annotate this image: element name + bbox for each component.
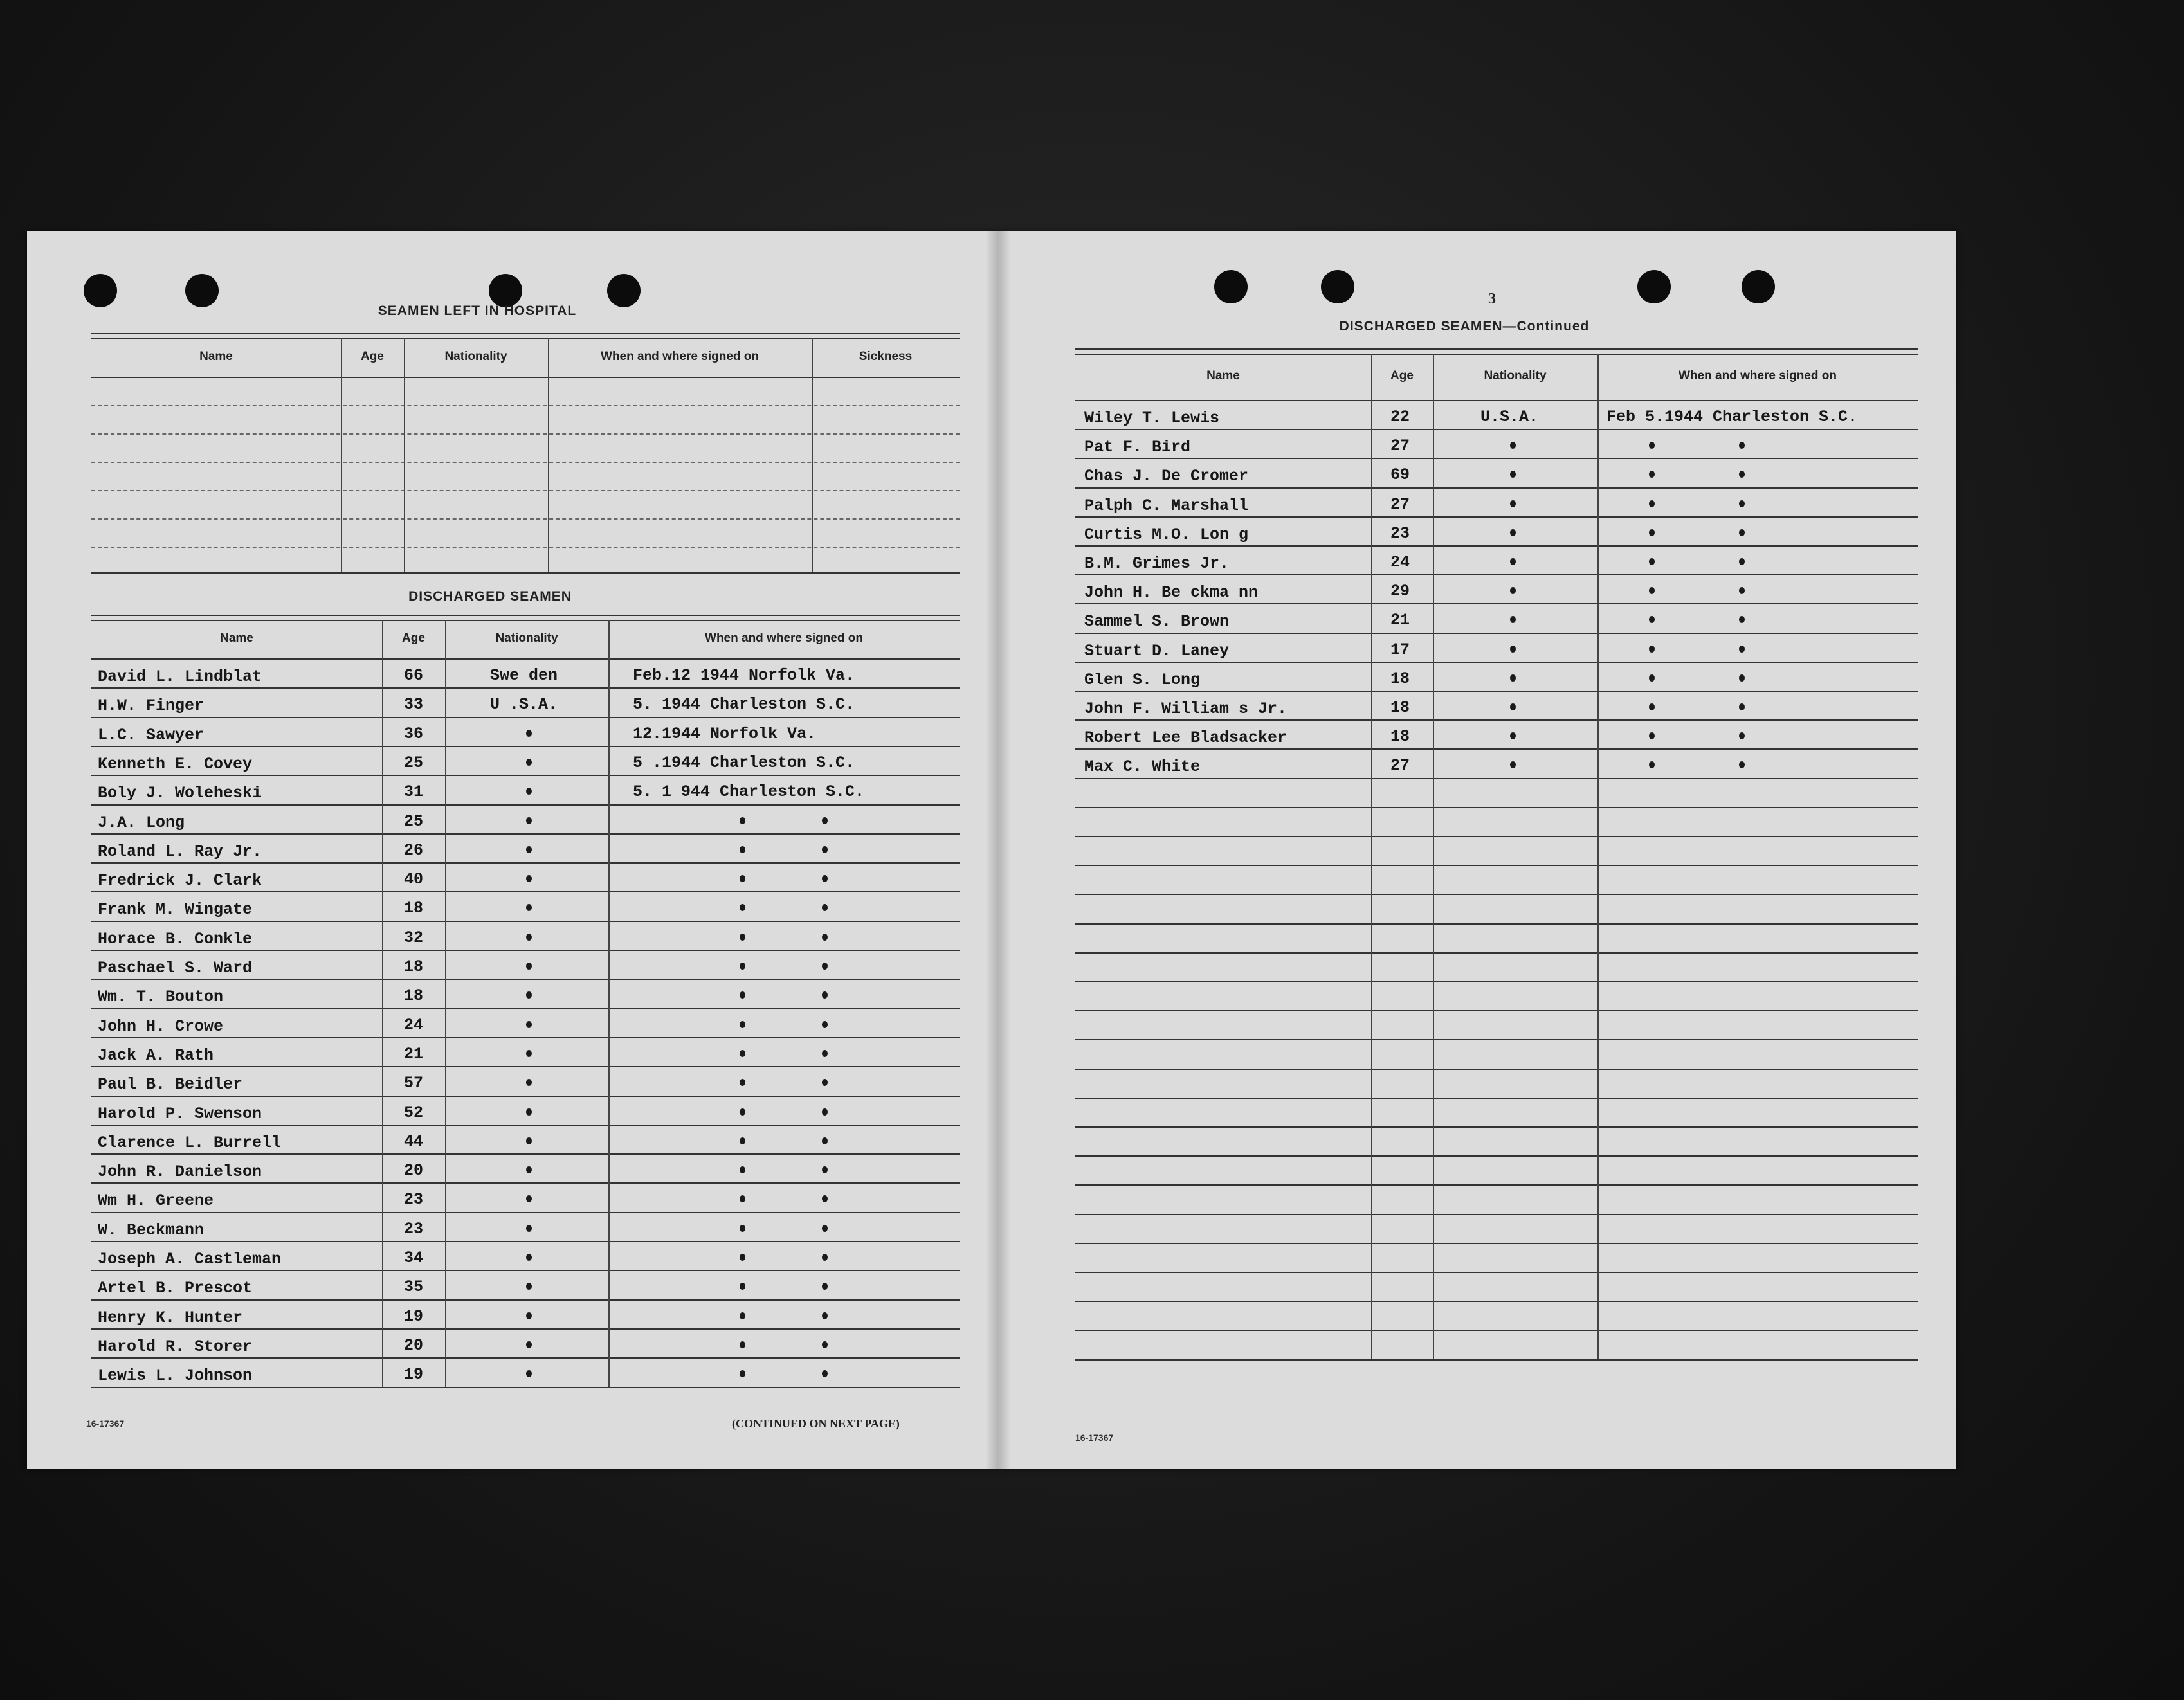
ditto-mark bbox=[1739, 674, 1745, 682]
rule bbox=[1075, 487, 1918, 489]
seaman-age: 18 bbox=[404, 957, 424, 976]
seaman-age: 52 bbox=[404, 1103, 424, 1122]
seaman-age: 34 bbox=[404, 1249, 424, 1267]
seaman-name: Wm. T. Bouton bbox=[98, 988, 224, 1007]
seaman-name: B.M. Grimes Jr. bbox=[1084, 554, 1230, 573]
rule bbox=[91, 1125, 960, 1126]
rule bbox=[91, 547, 960, 548]
ditto-mark bbox=[1649, 471, 1655, 478]
rule bbox=[1075, 633, 1918, 634]
seaman-age: 18 bbox=[1390, 727, 1410, 746]
seaman-age: 20 bbox=[404, 1335, 424, 1355]
ditto-mark bbox=[1739, 471, 1745, 478]
rule bbox=[91, 862, 960, 864]
seaman-name: Kenneth E. Covey bbox=[98, 754, 253, 773]
discharged-section-title: DISCHARGED SEAMEN bbox=[408, 589, 572, 604]
rule bbox=[1075, 603, 1918, 604]
seaman-name: Fredrick J. Clark bbox=[98, 871, 262, 891]
ditto-mark bbox=[526, 1195, 532, 1202]
ditto-mark bbox=[822, 1166, 828, 1173]
ditto-mark bbox=[740, 1341, 745, 1348]
seaman-age: 36 bbox=[404, 724, 424, 743]
seaman-name: Lewis L. Johnson bbox=[98, 1366, 253, 1386]
seaman-age: 31 bbox=[404, 782, 424, 802]
ditto-mark bbox=[1510, 703, 1516, 710]
ditto-mark bbox=[526, 904, 532, 911]
ditto-mark bbox=[1510, 646, 1516, 653]
ditto-mark bbox=[526, 759, 532, 766]
rule bbox=[1075, 1243, 1918, 1244]
column-rule bbox=[445, 620, 446, 1387]
ditto-mark bbox=[526, 730, 532, 737]
ditto-mark bbox=[1510, 732, 1516, 739]
ditto-mark bbox=[822, 1254, 828, 1261]
rule bbox=[91, 921, 960, 922]
ditto-mark bbox=[526, 1283, 532, 1290]
seaman-name: Harold P. Swenson bbox=[98, 1104, 262, 1123]
column-rule bbox=[1433, 354, 1434, 1359]
hospital-section-title: SEAMEN LEFT IN HOSPITAL bbox=[378, 303, 577, 318]
ditto-mark bbox=[526, 846, 532, 853]
column-rule bbox=[608, 620, 610, 1387]
rule bbox=[91, 1270, 960, 1271]
ditto-mark bbox=[740, 904, 745, 911]
rule bbox=[1075, 1301, 1918, 1302]
rule bbox=[91, 462, 960, 463]
rule bbox=[91, 490, 960, 491]
ditto-mark bbox=[526, 1254, 532, 1261]
rule bbox=[91, 1066, 960, 1067]
ditto-mark bbox=[740, 817, 745, 824]
rule bbox=[91, 1008, 960, 1009]
ditto-mark bbox=[822, 1283, 828, 1290]
column-rule bbox=[341, 338, 342, 572]
seaman-name: John H. Crowe bbox=[98, 1017, 224, 1036]
seaman-age: 69 bbox=[1390, 466, 1410, 485]
hospital-header-1: Age bbox=[361, 350, 384, 363]
rule bbox=[91, 1328, 960, 1330]
column-rule bbox=[812, 338, 813, 572]
rule bbox=[91, 746, 960, 747]
continued-note: (CONTINUED ON NEXT PAGE) bbox=[732, 1417, 900, 1430]
seaman-age: 33 bbox=[404, 695, 424, 714]
seaman-name: John H. Be ckma nn bbox=[1084, 583, 1259, 602]
seaman-name: Roland L. Ray Jr. bbox=[98, 842, 262, 861]
seaman-age: 24 bbox=[1390, 553, 1410, 572]
rule bbox=[91, 1241, 960, 1242]
ditto-mark bbox=[740, 1166, 745, 1173]
form-number-right: 16-17367 bbox=[1075, 1433, 1114, 1443]
seaman-age: 25 bbox=[404, 753, 424, 772]
ditto-mark bbox=[740, 1021, 745, 1028]
ditto-mark bbox=[1649, 500, 1655, 507]
ditto-mark bbox=[1510, 616, 1516, 623]
rule bbox=[91, 377, 960, 378]
seaman-signed-on: Feb 5.1944 Charleston S.C. bbox=[1606, 408, 1858, 426]
ditto-mark bbox=[822, 904, 828, 911]
seaman-age: 66 bbox=[404, 666, 424, 685]
rule bbox=[1075, 1359, 1918, 1361]
seaman-name: Wm H. Greene bbox=[98, 1191, 214, 1211]
seaman-name: Paul B. Beidler bbox=[98, 1075, 243, 1094]
rule bbox=[91, 717, 960, 718]
rule bbox=[91, 405, 960, 406]
discharged-header-1: Age bbox=[402, 631, 425, 645]
ditto-mark bbox=[1739, 500, 1745, 507]
seaman-signed-on: 5. 1944 Charleston S.C. bbox=[633, 695, 855, 714]
rule bbox=[1075, 1214, 1918, 1215]
ditto-mark bbox=[1510, 761, 1516, 768]
discharged-header-3: When and where signed on bbox=[705, 631, 863, 645]
ditto-mark bbox=[822, 1137, 828, 1144]
ditto-mark bbox=[526, 1370, 532, 1377]
column-rule bbox=[1371, 354, 1372, 1359]
seaman-age: 35 bbox=[404, 1278, 424, 1297]
seaman-age: 21 bbox=[404, 1044, 424, 1063]
rule bbox=[91, 1037, 960, 1038]
ditto-mark bbox=[822, 1225, 828, 1232]
rule bbox=[91, 1357, 960, 1359]
ditto-mark bbox=[740, 1050, 745, 1057]
seaman-age: 27 bbox=[1390, 494, 1410, 514]
rule bbox=[1075, 545, 1918, 547]
seaman-name: Stuart D. Laney bbox=[1084, 641, 1230, 660]
seaman-age: 44 bbox=[404, 1132, 424, 1151]
rule bbox=[91, 1299, 960, 1301]
seaman-name: Boly J. Woleheski bbox=[98, 784, 262, 803]
seaman-age: 24 bbox=[404, 1015, 424, 1035]
rule bbox=[1075, 662, 1918, 663]
ditto-mark bbox=[822, 1312, 828, 1319]
seaman-name: Henry K. Hunter bbox=[98, 1308, 243, 1327]
ditto-mark bbox=[1510, 500, 1516, 507]
seaman-age: 40 bbox=[404, 870, 424, 889]
ditto-mark bbox=[740, 1108, 745, 1116]
rule bbox=[1075, 836, 1918, 837]
column-rule bbox=[382, 620, 383, 1387]
seaman-name: Paschael S. Ward bbox=[98, 959, 253, 977]
ditto-mark bbox=[526, 1021, 532, 1028]
ditto-mark bbox=[822, 1195, 828, 1202]
right-page bbox=[1011, 231, 1956, 1469]
seaman-name: Artel B. Prescot bbox=[98, 1279, 253, 1298]
ditto-mark bbox=[822, 963, 828, 970]
rule bbox=[91, 979, 960, 980]
seaman-signed-on: 5. 1 944 Charleston S.C. bbox=[633, 782, 865, 802]
seaman-age: 29 bbox=[1390, 582, 1410, 601]
ditto-mark bbox=[822, 1341, 828, 1348]
rule bbox=[1075, 1069, 1918, 1070]
discharged-continued-title: DISCHARGED SEAMEN—Continued bbox=[1339, 319, 1590, 334]
page-number: 3 bbox=[1488, 291, 1496, 307]
ditto-mark bbox=[1649, 442, 1655, 449]
ditto-mark bbox=[1649, 761, 1655, 768]
ditto-mark bbox=[740, 1225, 745, 1232]
seaman-name: W. Beckmann bbox=[98, 1220, 205, 1240]
rule bbox=[91, 1387, 960, 1388]
ditto-mark bbox=[526, 875, 532, 882]
seaman-name: Jack A. Rath bbox=[98, 1045, 214, 1065]
rule bbox=[91, 1212, 960, 1213]
rule bbox=[1075, 1098, 1918, 1099]
rule bbox=[91, 833, 960, 835]
column-rule bbox=[548, 338, 549, 572]
seaman-nationality: U .S.A. bbox=[490, 695, 558, 714]
ditto-mark bbox=[526, 817, 532, 824]
seaman-signed-on: 12.1944 Norfolk Va. bbox=[633, 724, 817, 743]
seaman-age: 18 bbox=[1390, 698, 1410, 717]
ditto-mark bbox=[740, 1370, 745, 1377]
seaman-age: 17 bbox=[1390, 640, 1410, 659]
ditto-mark bbox=[1510, 471, 1516, 478]
seaman-age: 26 bbox=[404, 840, 424, 860]
rule bbox=[1075, 429, 1918, 430]
ditto-mark bbox=[740, 1283, 745, 1290]
rule bbox=[91, 658, 960, 660]
ditto-mark bbox=[1739, 442, 1745, 449]
ditto-mark bbox=[526, 934, 532, 941]
rule bbox=[91, 891, 960, 892]
ditto-mark bbox=[822, 846, 828, 853]
ditto-mark bbox=[822, 817, 828, 824]
seaman-name: Wiley T. Lewis bbox=[1084, 409, 1220, 428]
ditto-mark bbox=[1649, 587, 1655, 594]
rule bbox=[1075, 748, 1918, 750]
seaman-age: 18 bbox=[404, 986, 424, 1006]
rule bbox=[1075, 1155, 1918, 1157]
ditto-mark bbox=[740, 875, 745, 882]
seaman-age: 32 bbox=[404, 928, 424, 947]
ditto-mark bbox=[1649, 703, 1655, 710]
ditto-mark bbox=[526, 1137, 532, 1144]
ditto-mark bbox=[1739, 616, 1745, 623]
seaman-name: Frank M. Wingate bbox=[98, 900, 253, 919]
ditto-mark bbox=[1739, 587, 1745, 594]
ditto-mark bbox=[822, 1079, 828, 1086]
rule bbox=[1075, 719, 1918, 721]
rule bbox=[1075, 516, 1918, 518]
form-number: 16-17367 bbox=[86, 1418, 125, 1429]
rule bbox=[1075, 1330, 1918, 1331]
rule bbox=[1075, 952, 1918, 954]
rule bbox=[1075, 1010, 1918, 1011]
ditto-mark bbox=[526, 1341, 532, 1348]
seaman-name: Harold R. Storer bbox=[98, 1337, 253, 1356]
discharged-header-2: Nationality bbox=[495, 631, 558, 645]
ditto-mark bbox=[1649, 646, 1655, 653]
seaman-name: J.A. Long bbox=[98, 813, 185, 832]
rule bbox=[91, 1182, 960, 1184]
rule bbox=[1075, 400, 1918, 401]
rule bbox=[91, 572, 960, 574]
seaman-signed-on: Feb.12 1944 Norfolk Va. bbox=[633, 666, 855, 685]
ditto-mark bbox=[822, 991, 828, 999]
ditto-mark bbox=[822, 1021, 828, 1028]
continued-header-0: Name bbox=[1206, 369, 1240, 383]
continued-header-1: Age bbox=[1390, 369, 1414, 383]
ditto-mark bbox=[1739, 558, 1745, 565]
seaman-name: Glen S. Long bbox=[1084, 670, 1201, 689]
ditto-mark bbox=[526, 1166, 532, 1173]
ditto-mark bbox=[740, 934, 745, 941]
seaman-signed-on: 5 .1944 Charleston S.C. bbox=[633, 753, 855, 772]
column-rule bbox=[1597, 354, 1599, 1359]
ditto-mark bbox=[1739, 646, 1745, 653]
seaman-name: John F. William s Jr. bbox=[1084, 700, 1288, 718]
seaman-age: 20 bbox=[404, 1161, 424, 1180]
discharged-header-0: Name bbox=[220, 631, 253, 645]
seaman-age: 23 bbox=[404, 1190, 424, 1209]
seaman-name: Curtis M.O. Lon g bbox=[1084, 525, 1249, 544]
seaman-age: 23 bbox=[1390, 523, 1410, 543]
ditto-mark bbox=[1739, 529, 1745, 536]
ditto-mark bbox=[740, 1137, 745, 1144]
rule bbox=[1075, 574, 1918, 575]
column-rule bbox=[404, 338, 405, 572]
ditto-mark bbox=[822, 934, 828, 941]
ditto-mark bbox=[740, 846, 745, 853]
rule bbox=[91, 950, 960, 951]
ditto-mark bbox=[1510, 558, 1516, 565]
ditto-mark bbox=[740, 1079, 745, 1086]
seaman-name: Sammel S. Brown bbox=[1084, 612, 1230, 631]
seaman-name: Max C. White bbox=[1084, 757, 1201, 777]
rule bbox=[91, 1096, 960, 1097]
ditto-mark bbox=[822, 875, 828, 882]
ditto-mark bbox=[1649, 529, 1655, 536]
seaman-name: John R. Danielson bbox=[98, 1162, 262, 1182]
ditto-mark bbox=[740, 1312, 745, 1319]
rule bbox=[91, 775, 960, 776]
seaman-name: H.W. Finger bbox=[98, 696, 205, 716]
seaman-name: Palph C. Marshall bbox=[1084, 496, 1249, 515]
rule bbox=[1075, 691, 1918, 692]
ditto-mark bbox=[1649, 616, 1655, 623]
rule bbox=[1075, 1039, 1918, 1040]
rule bbox=[91, 433, 960, 435]
ditto-mark bbox=[526, 1108, 532, 1116]
ditto-mark bbox=[740, 991, 745, 999]
rule bbox=[91, 1153, 960, 1155]
rule bbox=[1075, 923, 1918, 925]
seaman-nationality: Swe den bbox=[490, 666, 558, 685]
ditto-mark bbox=[1649, 558, 1655, 565]
seaman-name: Joseph A. Castleman bbox=[98, 1250, 282, 1269]
rule bbox=[1075, 1126, 1918, 1128]
hospital-header-2: Nationality bbox=[444, 350, 507, 363]
ditto-mark bbox=[1649, 732, 1655, 739]
ditto-mark bbox=[740, 1254, 745, 1261]
ditto-mark bbox=[1739, 703, 1745, 710]
ditto-mark bbox=[1510, 674, 1516, 682]
left-page bbox=[27, 231, 992, 1469]
continued-header-2: Nationality bbox=[1484, 369, 1547, 383]
seaman-name: Robert Lee Bladsacker bbox=[1084, 728, 1288, 748]
hospital-header-0: Name bbox=[199, 350, 233, 363]
rule bbox=[91, 804, 960, 806]
ditto-mark bbox=[1510, 529, 1516, 536]
seaman-age: 22 bbox=[1390, 408, 1410, 426]
ditto-mark bbox=[526, 1050, 532, 1057]
rule bbox=[1075, 1184, 1918, 1186]
seaman-age: 27 bbox=[1390, 756, 1410, 775]
seaman-name: L.C. Sawyer bbox=[98, 725, 205, 745]
rule bbox=[1075, 981, 1918, 982]
seaman-name: Horace B. Conkle bbox=[98, 929, 253, 948]
ditto-mark bbox=[740, 1195, 745, 1202]
seaman-name: Clarence L. Burrell bbox=[98, 1133, 282, 1152]
continued-header-3: When and where signed on bbox=[1679, 369, 1837, 383]
rule bbox=[1075, 1272, 1918, 1273]
ditto-mark bbox=[822, 1050, 828, 1057]
ditto-mark bbox=[1510, 442, 1516, 449]
seaman-age: 57 bbox=[404, 1074, 424, 1093]
rule bbox=[1075, 894, 1918, 895]
ditto-mark bbox=[526, 1079, 532, 1086]
hospital-header-3: When and where signed on bbox=[601, 350, 759, 363]
seaman-name: Pat F. Bird bbox=[1084, 438, 1191, 457]
hospital-header-4: Sickness bbox=[859, 350, 913, 363]
ditto-mark bbox=[526, 991, 532, 999]
ditto-mark bbox=[526, 1312, 532, 1319]
seaman-age: 18 bbox=[404, 899, 424, 918]
seaman-name: David L. Lindblat bbox=[98, 667, 262, 686]
seaman-nationality: U.S.A. bbox=[1480, 408, 1539, 426]
ditto-mark bbox=[1739, 761, 1745, 768]
rule bbox=[1075, 807, 1918, 808]
document-sheet bbox=[27, 231, 1956, 1469]
ditto-mark bbox=[740, 963, 745, 970]
ditto-mark bbox=[822, 1108, 828, 1116]
seaman-age: 19 bbox=[404, 1307, 424, 1326]
seaman-age: 23 bbox=[404, 1219, 424, 1238]
ditto-mark bbox=[526, 788, 532, 795]
seaman-name: Chas J. De Cromer bbox=[1084, 467, 1249, 486]
ditto-mark bbox=[526, 1225, 532, 1232]
rule bbox=[1075, 778, 1918, 779]
rule bbox=[1075, 458, 1918, 459]
rule bbox=[91, 687, 960, 689]
seaman-age: 27 bbox=[1390, 437, 1410, 456]
ditto-mark bbox=[1649, 674, 1655, 682]
rule bbox=[91, 518, 960, 520]
ditto-mark bbox=[822, 1370, 828, 1377]
seaman-age: 19 bbox=[404, 1365, 424, 1384]
seaman-age: 25 bbox=[404, 811, 424, 831]
seaman-age: 21 bbox=[1390, 611, 1410, 630]
ditto-mark bbox=[1510, 587, 1516, 594]
seaman-age: 18 bbox=[1390, 669, 1410, 688]
ditto-mark bbox=[526, 963, 532, 970]
ditto-mark bbox=[1739, 732, 1745, 739]
rule bbox=[1075, 865, 1918, 866]
